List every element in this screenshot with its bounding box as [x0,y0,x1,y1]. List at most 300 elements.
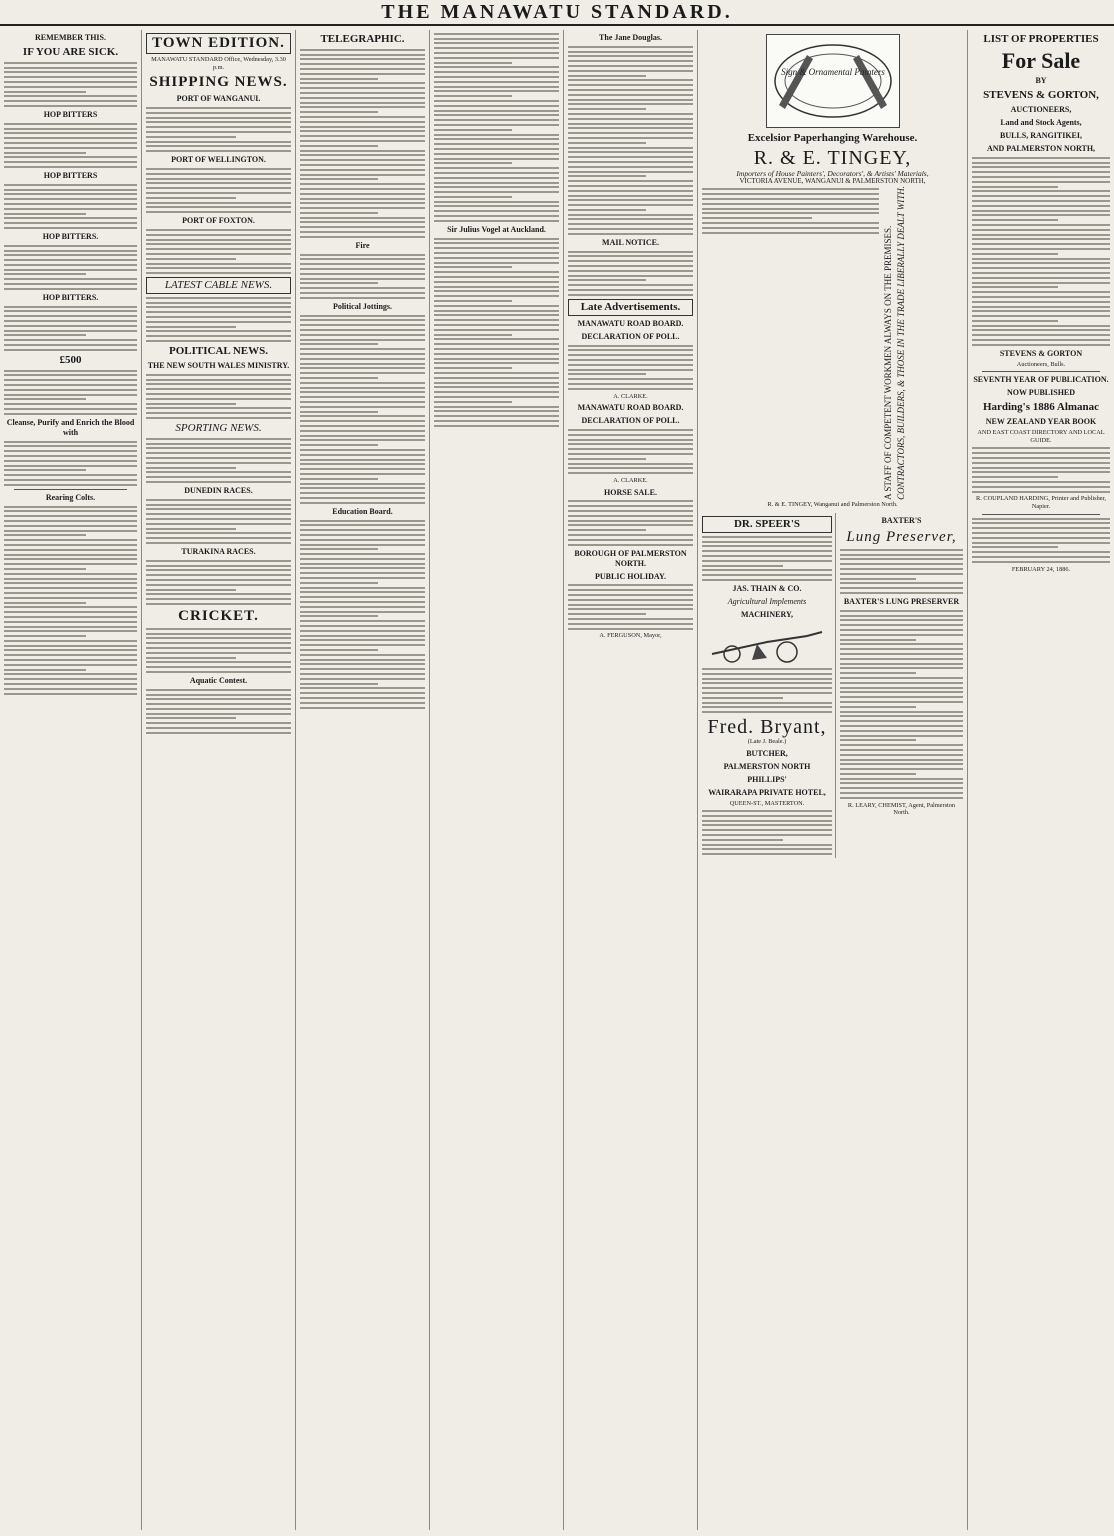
print-line [702,711,832,713]
print-line [840,744,963,746]
print-line [300,154,425,156]
dunedin-races-text [146,499,291,544]
warehouse-heading: Excelsior Paperhanging Warehouse. [747,132,918,144]
print-line [568,388,693,390]
holiday-heading: PUBLIC HOLIDAY. [595,571,666,581]
print-line [702,668,832,670]
print-line [4,81,137,83]
print-line [840,587,963,589]
print-line [4,306,137,308]
rearing-colts-heading: Rearing Colts. [45,492,96,502]
mayor-signature: A. FERGUSON, Mayor, [599,632,662,640]
print-line [434,281,559,283]
print-line [4,334,86,336]
print-line [300,577,425,579]
print-line [300,468,425,470]
print-line [300,358,425,360]
print-line [300,324,425,326]
print-line [146,722,291,724]
print-line [840,634,963,636]
print-line [300,487,425,489]
print-line [300,121,425,123]
stevens-gorton-signature: STEVENS & GORTON [999,348,1083,358]
print-line [840,578,916,580]
print-line [300,539,425,541]
print-line [146,523,291,525]
aquatic-heading: Aquatic Contest. [189,675,248,685]
print-line [4,573,137,575]
print-line [434,124,559,126]
print-line [300,601,425,603]
print-line [4,193,137,195]
print-line [840,639,916,641]
clarke-signature-2: A. CLARKE. [613,476,648,484]
print-line [434,138,559,140]
turakina-races-heading: TURAKINA RACES. [181,546,256,556]
print-line [434,162,512,164]
print-line [300,183,425,185]
print-line [434,372,559,374]
print-line [434,367,512,369]
print-line [300,339,425,341]
print-line [4,460,137,462]
print-line [840,563,963,565]
vogel-text [434,238,559,427]
print-line [434,415,559,417]
print-line [146,542,291,544]
print-line [4,142,137,144]
print-line [4,184,137,186]
print-line [146,513,291,515]
print-line [4,250,137,252]
print-line [300,150,425,152]
print-line [840,778,963,780]
print-line [568,251,693,253]
print-line [4,554,137,556]
print-line [146,321,291,323]
print-line [300,116,425,118]
print-line [300,130,425,132]
testimonials-text [840,610,963,799]
print-line [300,263,425,265]
fire-heading: Fire [355,240,370,250]
print-line [972,325,1110,327]
print-line [702,682,832,684]
shipping-text-3 [146,229,291,274]
speer-text [702,536,832,581]
print-line [434,242,559,244]
town-edition-heading: TOWN EDITION. [146,33,291,54]
print-line [146,417,291,419]
print-line [4,273,86,275]
print-line [972,205,1110,207]
print-line [840,763,963,765]
print-line [568,284,693,286]
print-line [4,606,137,608]
print-line [300,534,425,536]
print-line [434,391,559,393]
print-line [840,787,963,789]
print-line [300,353,425,355]
print-line [702,232,879,234]
print-line [4,465,137,467]
print-line [568,364,693,366]
print-line [568,628,693,630]
print-line [972,162,1110,164]
print-line [4,137,137,139]
print-line [840,658,963,660]
properties-text [972,157,1110,346]
borough-heading: BOROUGH OF PALMERSTON NORTH. [574,548,687,568]
print-line [4,203,137,205]
auctioneers-bulls: Auctioneers, Bulls. [1016,360,1066,368]
print-line [568,214,693,216]
agricultural-heading: Agricultural Implements [727,597,807,606]
print-line [840,610,963,612]
print-line [146,574,291,576]
print-line [4,669,86,671]
aquatic-text [146,689,291,734]
print-line [702,555,832,557]
print-line [568,151,693,153]
print-line [972,301,1110,303]
print-line [434,276,559,278]
print-line [434,386,559,388]
bryant-subtitle: (Late J. Beale.) [747,737,787,745]
print-line [146,666,291,668]
print-line [146,713,291,715]
print-line [434,358,559,360]
print-line [146,126,291,128]
print-line [568,289,693,291]
print-line [146,481,291,483]
print-line [300,212,378,214]
print-line [4,479,137,481]
print-line [568,529,646,531]
print-line [4,403,137,405]
print-line [568,108,646,110]
print-line [702,222,879,224]
print-line [434,319,559,321]
column-3 [296,30,430,1530]
print-line [300,454,425,456]
print-line [972,171,1110,173]
print-line [972,542,1110,544]
hop-bitters-text-2 [4,123,137,168]
tingey-goods-text [702,186,879,500]
print-line [568,209,646,211]
sporting-text [146,438,291,483]
print-line [434,114,559,116]
print-line [4,626,137,628]
print-line [434,57,559,59]
print-line [146,569,291,571]
baxter-heading: BAXTER'S [881,516,922,526]
cricket-text [146,628,291,673]
horse-sale-text [568,500,693,545]
print-line [434,334,512,336]
print-line [568,180,693,182]
print-line [4,161,137,163]
print-line [434,148,559,150]
print-line [146,457,291,459]
print-line [434,95,512,97]
print-line [702,848,832,850]
print-line [972,190,1110,192]
cable-text [146,297,291,342]
vertical-slogans [883,186,963,500]
print-line [146,443,291,445]
print-line [972,486,1110,488]
print-line [702,829,832,831]
print-line [146,229,291,231]
print-line [300,202,425,204]
list-heading: LIST OF PROPERTIES [983,33,1099,45]
print-line [300,102,425,104]
print-line [568,190,693,192]
print-line [702,227,879,229]
print-line [568,345,693,347]
late-ads-heading: Late Advertisements. [568,299,693,316]
print-line [972,556,1110,558]
print-line [434,153,559,155]
print-line [434,62,512,64]
print-line [4,578,137,580]
print-line [300,111,378,113]
print-line [300,363,425,365]
print-line [840,592,963,594]
print-line [568,515,693,517]
print-line [146,173,291,175]
print-line [972,296,1110,298]
contractors-slogan: CONTRACTORS, BUILDERS, & THOSE IN THE TRADE LIBERALLY DEALT WITH. [896,185,906,500]
print-line [568,604,693,606]
print-line [434,286,559,288]
print-line [146,379,291,381]
print-line [840,696,963,698]
print-line [972,286,1058,288]
print-line [972,344,1110,346]
print-line [300,82,425,84]
print-line [300,63,425,65]
print-line [972,248,1110,250]
hop-bitters-heading-3: HOP BITTERS. [42,231,99,241]
print-line [702,579,832,581]
print-line [972,310,1110,312]
divider [982,371,1100,372]
print-line [4,450,137,452]
turakina-races-text [146,560,291,605]
print-line [568,142,646,144]
print-line [4,445,137,447]
print-line [4,602,86,604]
print-line [146,717,236,719]
print-line [4,288,137,290]
print-line [146,642,291,644]
lung-heading: Lung Preserver, [846,529,957,546]
print-line [4,549,137,551]
print-line [568,51,693,53]
print-line [972,334,1110,336]
print-line [4,222,137,224]
print-line [146,476,291,478]
directory-heading: AND EAST COAST DIRECTORY AND LOCAL GUIDE. [977,429,1105,445]
print-line [434,305,559,307]
print-line [568,584,693,586]
print-line [568,171,693,173]
print-line [4,320,137,322]
print-line [568,147,693,149]
print-line [702,565,783,567]
print-line [568,185,693,187]
print-line [146,202,291,204]
print-line [300,654,425,656]
print-line [702,697,783,699]
shipping-text-2 [146,168,291,213]
print-line [972,551,1110,553]
print-line [840,554,963,556]
print-line [568,594,693,596]
print-line [568,429,693,431]
print-line [300,292,425,294]
print-line [702,844,832,846]
print-line [434,238,559,240]
print-line [4,441,137,443]
print-line [972,491,1110,493]
print-line [146,121,291,123]
print-line [434,329,559,331]
print-line [434,167,559,169]
print-line [840,725,963,727]
print-line [434,324,559,326]
print-line [146,698,291,700]
print-line [300,415,425,417]
print-line [568,218,693,220]
print-line [300,174,425,176]
poll-2-heading: DECLARATION OF POLL. [581,416,680,426]
left-ads-block [702,513,836,858]
print-line [146,532,291,534]
print-line [972,277,1110,279]
print-line [702,560,832,562]
print-line [4,539,137,541]
print-line [972,282,1110,284]
print-line [702,198,879,200]
print-line [300,435,425,437]
print-line [434,377,559,379]
print-line [300,54,425,56]
print-line [300,217,425,219]
print-line [146,504,291,506]
print-line [972,481,1110,483]
print-line [4,394,137,396]
print-line [146,211,291,213]
print-line [300,639,425,641]
print-line [300,411,378,413]
print-line [146,689,291,691]
print-line [568,265,693,267]
print-line [434,266,512,268]
print-line [146,467,236,469]
poll-2-text [568,429,693,474]
print-line [972,224,1110,226]
print-line [568,463,693,465]
print-line [568,613,646,615]
print-line [300,348,425,350]
print-line [434,210,559,212]
print-line [434,295,559,297]
print-line [972,291,1110,293]
print-line [434,196,512,198]
print-line [568,161,693,163]
print-line [840,735,963,737]
print-line [434,343,559,345]
print-line [972,176,1110,178]
print-line [702,208,879,210]
print-line [146,703,291,705]
print-line [4,611,137,613]
print-line [4,659,137,661]
print-line [434,425,559,427]
print-line [568,434,693,436]
print-line [300,106,425,108]
print-line [972,200,1110,202]
print-line [300,439,425,441]
poll-1-heading: DECLARATION OF POLL. [581,331,680,341]
print-line [4,664,137,666]
print-line [300,315,425,317]
print-line [434,220,559,222]
political-text [146,374,291,419]
print-line [146,579,291,581]
mail-notice-text [568,251,693,296]
print-line [146,272,291,274]
butcher-heading: BUTCHER, [746,748,788,758]
print-line [300,92,425,94]
cleanse-heading: Cleanse, Purify and Enrich the Blood with [6,417,135,437]
print-line [702,673,832,675]
print-line [972,262,1110,264]
print-line [972,532,1110,534]
local-news-text [568,46,693,235]
tingey-name: R. & E. TINGEY, [753,147,912,169]
print-line [146,302,291,304]
print-line [568,223,693,225]
print-line [4,100,137,102]
print-line [4,616,137,618]
print-line [702,203,879,205]
print-line [840,792,963,794]
tingey-signature: R. & E. TINGEY, Wanganui and Palmerston North. [767,501,898,509]
print-line [702,574,832,576]
print-line [840,672,916,674]
print-line [146,383,291,385]
print-line [568,60,693,62]
print-line [146,732,291,734]
print-line [146,243,291,245]
baxter-lung-heading: BAXTER'S LUNG PRESERVER [843,597,960,606]
print-line [146,471,291,473]
print-line [568,443,693,445]
print-line [146,112,291,114]
print-line [702,550,832,552]
print-line [702,188,879,190]
print-line [146,388,291,390]
almanac-text [972,447,1110,492]
clarke-signature-1: A. CLARKE. [613,392,648,400]
print-line [972,518,1110,520]
vogel-heading: Sir Julius Vogel at Auckland. [447,224,546,234]
